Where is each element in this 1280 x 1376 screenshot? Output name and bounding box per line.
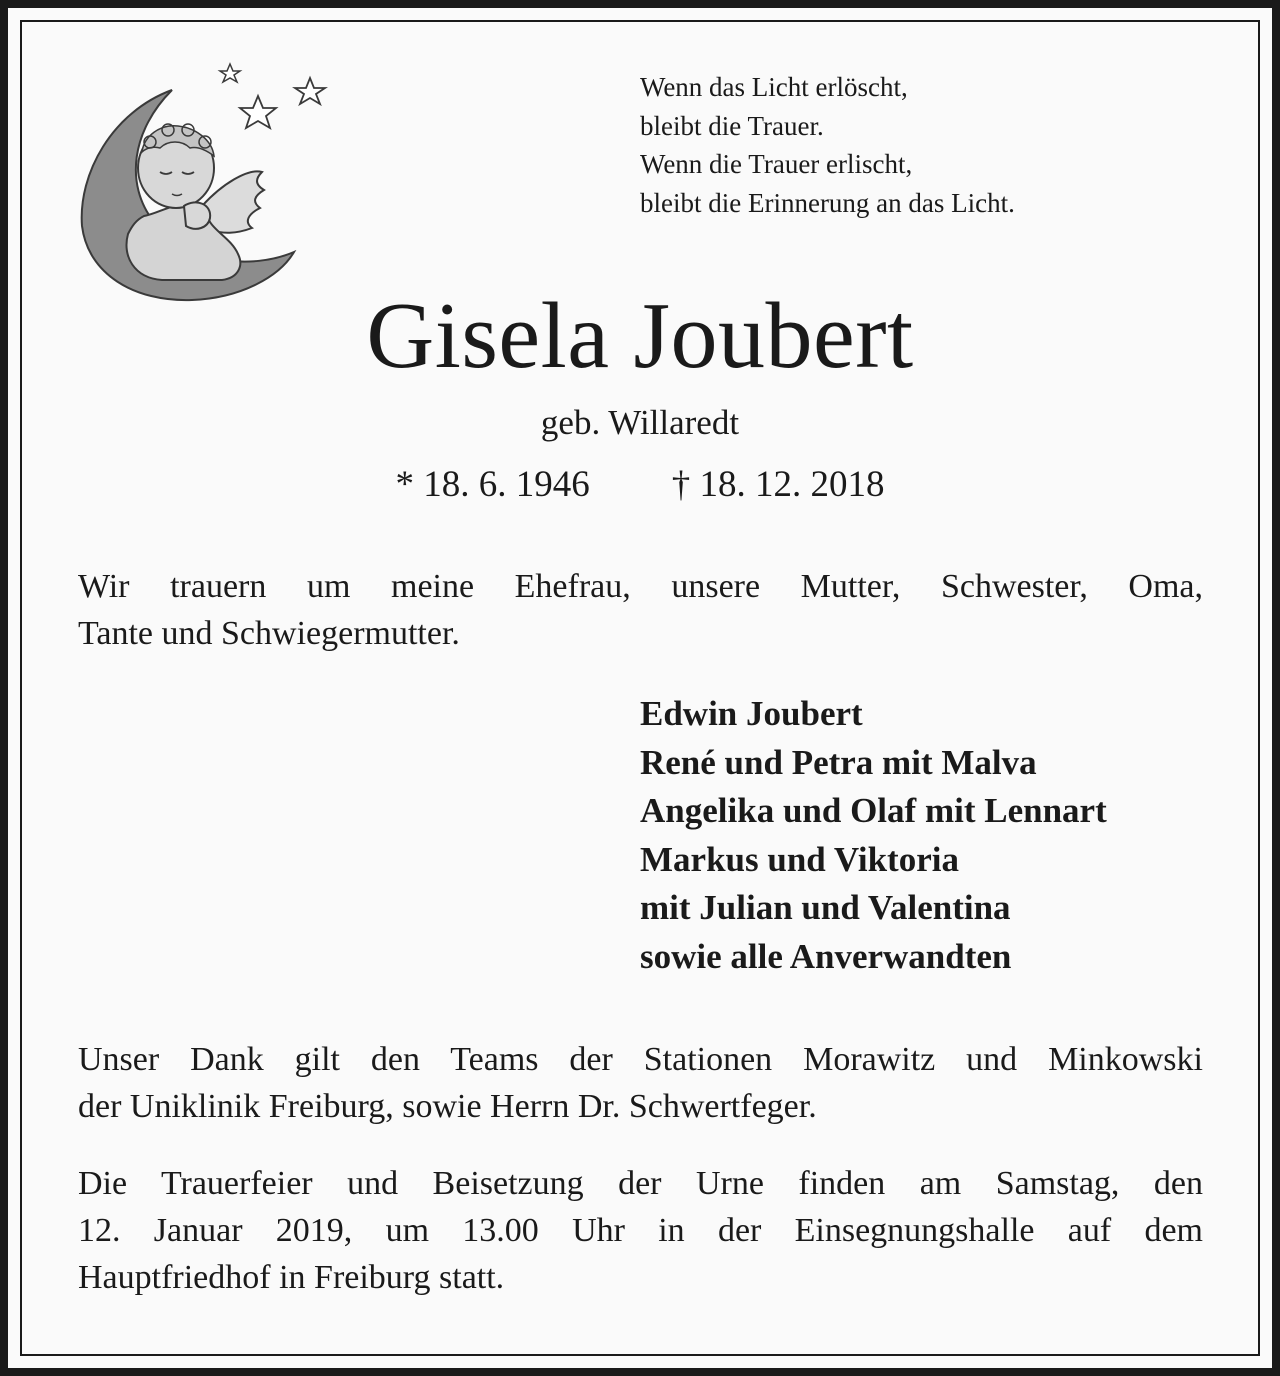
thanks-paragraph — [78, 1036, 1203, 1130]
deceased-name: Gisela Joubert — [366, 284, 914, 388]
star-icon — [240, 96, 276, 128]
poem-line: bleibt die Erinnerung an das Licht. — [640, 187, 1015, 218]
ceremony-line: 12. Januar 2019, um 13.00 Uhr in der Einsegnungshalle auf dem — [78, 1212, 1203, 1249]
death-date: † 18. 12. 2018 — [671, 464, 885, 505]
intro-paragraph — [78, 563, 1203, 657]
mourner-line: mit Julian und Valentina — [640, 888, 1011, 927]
thanks-line: der Uniklinik Freiburg, sowie Herrn Dr. Schwertfeger. — [78, 1088, 817, 1125]
mourner-line: sowie alle Anverwandten — [640, 936, 1012, 976]
life-dates — [0, 460, 1280, 510]
poem — [640, 68, 1015, 222]
poem-line: Wenn die Trauer erlischt, — [640, 149, 913, 179]
mourner-line: Edwin Joubert — [640, 694, 863, 733]
angel-on-moon-icon — [72, 56, 342, 311]
mourner-line: Angelika und Olaf mit Lennart — [640, 791, 1107, 830]
birth-date: * 18. 6. 1946 — [395, 464, 590, 505]
mourners-list — [640, 690, 1107, 981]
ceremony-line: Hauptfriedhof in Freiburg statt. — [78, 1259, 505, 1296]
mourner-line: René und Petra mit Malva — [640, 742, 1037, 782]
intro-line: Tante und Schwiegermutter. — [78, 615, 460, 652]
poem-line: bleibt die Trauer. — [640, 110, 824, 141]
ceremony-paragraph — [78, 1160, 1203, 1301]
poem-line: Wenn das Licht erlöscht, — [640, 72, 908, 102]
maiden-name: geb. Willaredt — [540, 403, 740, 442]
star-icon — [220, 64, 240, 82]
star-icon — [295, 78, 325, 104]
intro-line: Wir trauern um meine Ehefrau, unsere Mutter, Schwester, Oma, — [78, 568, 1203, 605]
ceremony-line: Die Trauerfeier und Beisetzung der Urne finden am Samstag, den — [78, 1165, 1203, 1202]
mourner-line: Markus und Viktoria — [640, 839, 959, 879]
thanks-line: Unser Dank gilt den Teams der Stationen Morawitz und Minkowski — [78, 1041, 1203, 1078]
